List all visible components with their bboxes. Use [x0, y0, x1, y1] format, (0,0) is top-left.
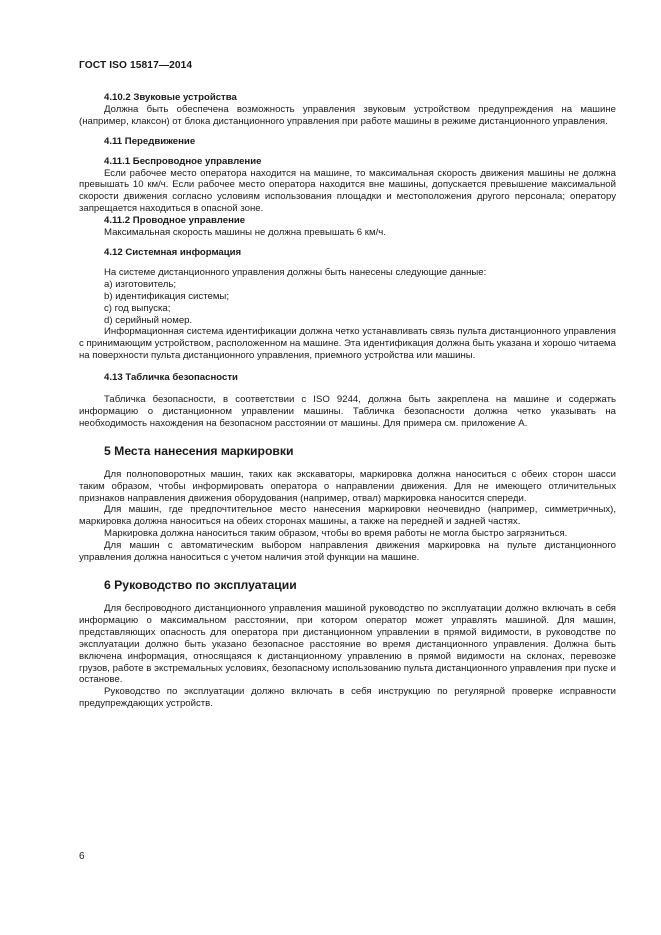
paragraph: Информационная система идентификации должна четко устанавливать связь пульта дистанционного управления с принимающим устройством, расположенном на машине. Эта идентификация должна быть указана и хорошо читаема на поверхности пульта дистанционного управления, приемного устройства или машины.	[79, 326, 616, 362]
paragraph: Табличка безопасности, в соответствии с ISO 9244, должна быть закреплена на машине и содержать информацию о дистанционном управлении машины. Табличка безопасности должна четко указывать на необходимость нахождения на безопасном расстоянии от машины. Для примера см. приложение А.	[79, 394, 616, 429]
paragraph: Для беспроводного дистанционного управления машиной руководство по эксплуатации должно включать в себя информацию о максимальном расстоянии, при котором оператор может управлять машиной. Для машин, представляющих опасность для оператора при дистанционном управлении в прямой видимости, в руководстве по эксплуатации должно быть указано безопасное расстояние во время дистанционного управления. Должна быть включена информация, относящаяся к дистанционному управлению в прямой видимости на склонах, перевозке грузов, работе в экстремальных условиях, безопасному использованию пульта дистанционного управления при пуске и останове.	[79, 603, 616, 686]
heading-6: 6 Руководство по эксплуатации	[104, 578, 297, 592]
list-item: b) идентификация системы;	[104, 290, 229, 302]
heading-4-11-2: 4.11.2 Проводное управление	[104, 215, 246, 227]
heading-4-10-2: 4.10.2 Звуковые устройства	[104, 92, 237, 103]
paragraph: Для машин, где предпочтительное место нанесения маркировки неочевидно (например, симметричных), маркировка должна наноситься на обеих сторонах машины, а также на передней и задней частях.	[79, 504, 616, 528]
heading-4-11-1: 4.11.1 Беспроводное управление	[104, 155, 262, 167]
page-number: 6	[79, 851, 85, 862]
paragraph: Должна быть обеспечена возможность управления звуковым устройством предупреждения на машине (например, клаксон) от блока дистанционного управления при работе машины в режиме дистанционного управления.	[79, 103, 616, 127]
heading-4-11: 4.11 Передвижение	[104, 135, 196, 147]
list-item: c) год выпуска;	[104, 302, 171, 314]
paragraph: Максимальная скорость машины не должна превышать 6 км/ч.	[104, 227, 386, 239]
list-item: d) серийный номер.	[104, 314, 193, 326]
heading-4-12: 4.12 Системная информация	[104, 246, 242, 258]
paragraph: Руководство по эксплуатации должно включать в себя инструкцию по регулярной проверке исправности предупреждающих устройств.	[79, 686, 616, 710]
heading-4-13: 4.13 Табличка безопасности	[104, 372, 238, 384]
list-item: а) изготовитель;	[104, 278, 177, 290]
paragraph: На системе дистанционного управления должны быть нанесены следующие данные:	[104, 266, 487, 278]
paragraph: Для полноповоротных машин, таких как экскаваторы, маркировка должна наноситься с обеих сторон шасси таким образом, чтобы информировать оператора о направлении движения. Для не имеющего отличительных признаков направления движения оборудования (например, отвал) маркировка наносится спереди.	[79, 468, 616, 504]
document-header: ГОСТ ISO 15817—2014	[79, 60, 193, 71]
heading-5: 5 Места нанесения маркировки	[104, 443, 294, 458]
document-body	[79, 92, 616, 710]
paragraph: Маркировка должна наноситься таким образом, чтобы во время работы не могла быстро загрязниться.	[104, 528, 568, 540]
paragraph: Для машин с автоматическим выбором направления движения маркировка на пульте дистанционного управления должна наноситься с учетом наличия этой функции на машине.	[79, 540, 616, 564]
paragraph: Если рабочее место оператора находится на машине, то максимальная скорость движения машины не должна превышать 10 км/ч. Если рабочее место оператора находится вне машины, допускается превышение максимальной скорости движения согласно условиям использования площадки и местоположения другого персонала; оператору запрещается находиться в опасной зоне.	[79, 167, 616, 215]
